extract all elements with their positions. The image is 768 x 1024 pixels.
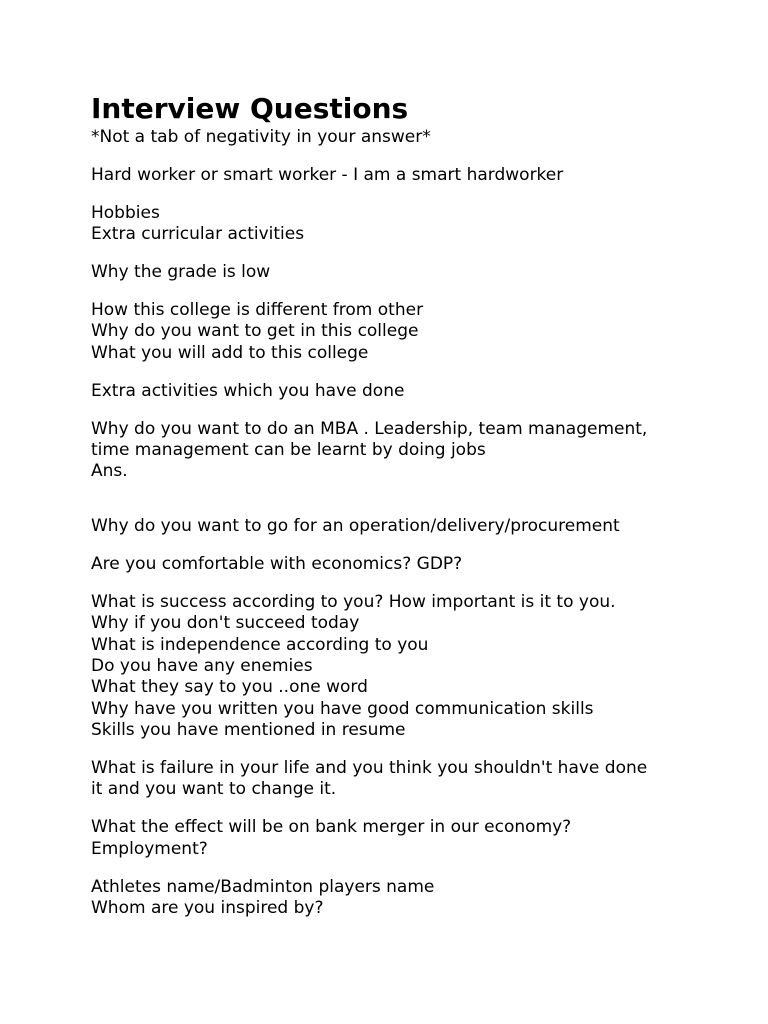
paragraph-economics bbox=[91, 554, 751, 575]
question-line: Why do you want to get in this college bbox=[91, 321, 419, 342]
question-line: Why do you want to go for an operation/delivery/procurement bbox=[91, 515, 620, 536]
document-page bbox=[91, 91, 751, 919]
subtitle-paragraph bbox=[91, 127, 751, 148]
question-line: Do you have any enemies bbox=[91, 655, 313, 676]
paragraph-failure bbox=[91, 758, 751, 801]
paragraph-hard-worker bbox=[91, 165, 751, 186]
paragraph-athletes bbox=[91, 877, 751, 920]
question-line: Extra activities which you have done bbox=[91, 380, 405, 401]
question-line: time management can be learnt by doing jobs bbox=[91, 440, 486, 461]
question-line: Why have you written you have good communication skills bbox=[91, 698, 594, 719]
question-line: Employment? bbox=[91, 838, 208, 859]
question-line: Are you comfortable with economics? GDP? bbox=[91, 553, 463, 574]
subtitle: *Not a tab of negativity in your answer* bbox=[91, 127, 431, 147]
paragraph-extra-activities bbox=[91, 381, 751, 402]
question-line: Extra curricular activities bbox=[91, 224, 305, 245]
question-line: Hobbies bbox=[91, 202, 160, 223]
question-line: Ans. bbox=[91, 461, 128, 482]
question-line: Why the grade is low bbox=[91, 262, 271, 283]
paragraph-grade bbox=[91, 262, 751, 283]
question-line: How this college is different from other bbox=[91, 300, 424, 321]
question-line: Whom are you inspired by? bbox=[91, 898, 324, 919]
question-line: What is success according to you? How important is it to you. bbox=[91, 591, 616, 612]
paragraph-success bbox=[91, 592, 751, 742]
paragraph-bank-merger bbox=[91, 817, 751, 860]
question-line: Athletes name/Badminton players name bbox=[91, 876, 435, 897]
question-line: Skills you have mentioned in resume bbox=[91, 720, 406, 741]
question-line: Why do you want to do an MBA . Leadership, team management, bbox=[91, 418, 648, 439]
question-line: it and you want to change it. bbox=[91, 779, 337, 800]
question-line: What is independence according to you bbox=[91, 634, 429, 655]
page-title: Interview Questions bbox=[91, 92, 409, 125]
question-line: Hard worker or smart worker - I am a smart hardworker bbox=[91, 164, 564, 185]
question-line: What you will add to this college bbox=[91, 342, 369, 363]
paragraph-college bbox=[91, 300, 751, 364]
paragraph-hobbies bbox=[91, 203, 751, 246]
question-line: What they say to you ..one word bbox=[91, 677, 368, 698]
question-line: What the effect will be on bank merger in our economy? bbox=[91, 817, 572, 838]
paragraph-operations bbox=[91, 516, 751, 537]
question-line: Why if you don't succeed today bbox=[91, 613, 360, 634]
paragraph-mba bbox=[91, 419, 751, 483]
question-line: What is failure in your life and you think you shouldn't have done bbox=[91, 758, 648, 779]
